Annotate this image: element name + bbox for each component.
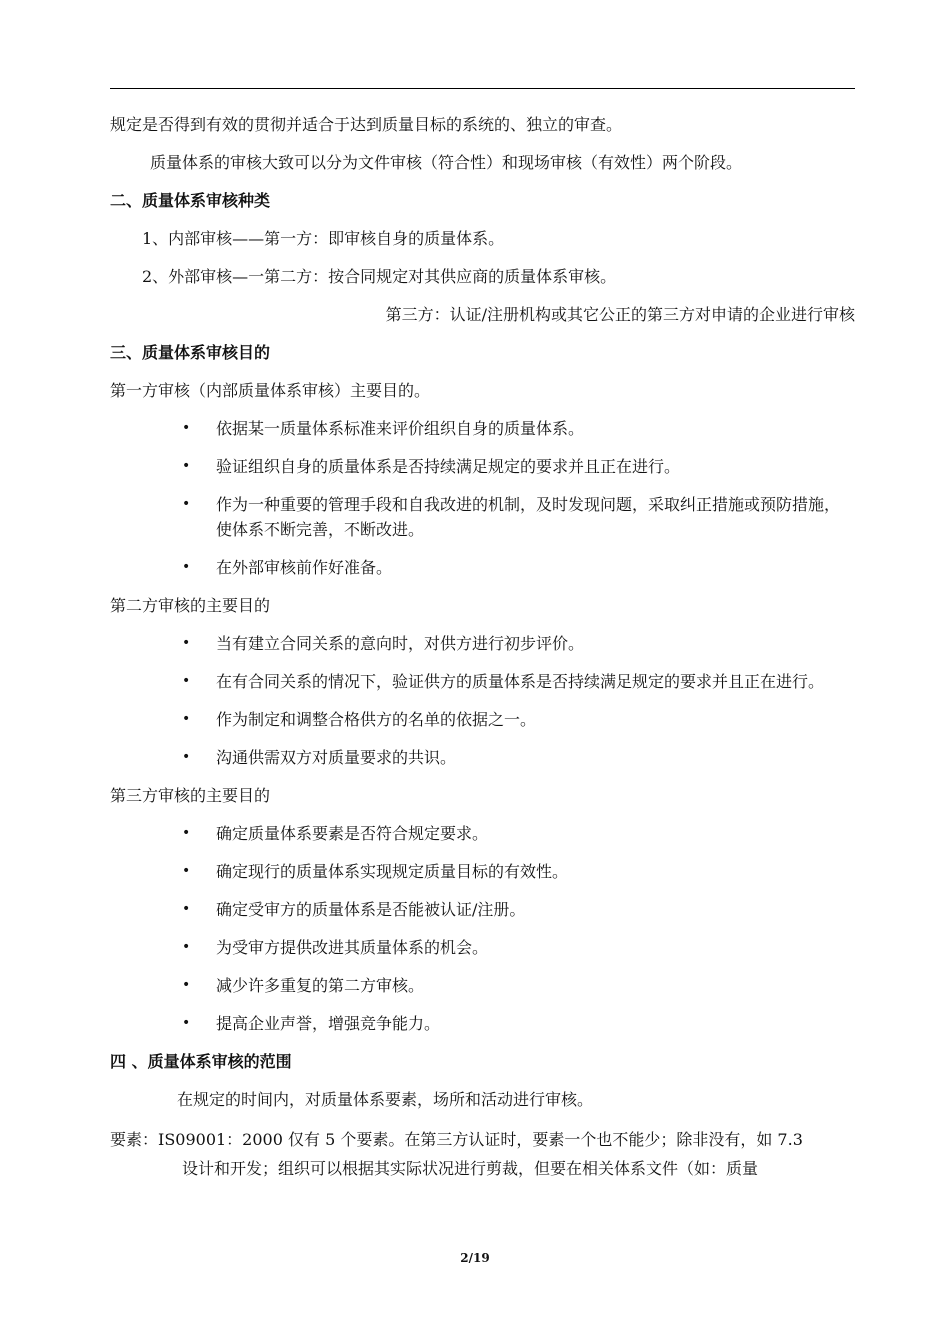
bullet-icon: • [182, 711, 191, 727]
paragraph: 在规定的时间内，对质量体系要素，场所和活动进行审核。 [177, 1090, 594, 1109]
bullet-item: • 在外部审核前作好准备。 [110, 555, 855, 580]
bullet-item: • 作为一种重要的管理手段和自我改进的机制，及时发现问题，采取纠正措施或预防措施，使体系不断完善，不断改进。 [110, 492, 855, 542]
paragraph-line: 要素：IS09001：2000 仅有 5 个要素。在第三方认证时，要素一个也不能少；除非没有，如 7.3 [110, 1130, 803, 1149]
bullet-icon: • [182, 901, 191, 917]
bullet-icon: • [182, 749, 191, 765]
subsection-title: 第一方审核（内部质量体系审核）主要目的。 [110, 381, 431, 400]
bullet-item: • 验证组织自身的质量体系是否持续满足规定的要求并且正在进行。 [110, 454, 855, 479]
list-item: 1、内部审核——第一方：即审核自身的质量体系。 [142, 229, 505, 248]
header-rule [110, 88, 855, 89]
bullet-icon: • [182, 1015, 191, 1031]
bullet-item: • 沟通供需双方对质量要求的共识。 [110, 745, 855, 770]
bullet-icon: • [182, 939, 191, 955]
bullet-icon: • [182, 863, 191, 879]
bullet-item: • 减少许多重复的第二方审核。 [110, 973, 855, 998]
bullet-item: • 为受审方提供改进其质量体系的机会。 [110, 935, 855, 960]
paragraph: 规定是否得到有效的贯彻并适合于达到质量目标的系统的、独立的审查。 [110, 115, 623, 134]
bullet-icon: • [182, 420, 191, 436]
bullet-item: • 当有建立合同关系的意向时，对供方进行初步评价。 [110, 631, 855, 656]
list-item: 2、外部审核—一第二方：按合同规定对其供应商的质量体系审核。 [142, 267, 617, 286]
bullet-item: • 作为制定和调整合格供方的名单的依据之一。 [110, 707, 855, 732]
bullet-item: • 确定质量体系要素是否符合规定要求。 [110, 821, 855, 846]
bullet-item: • 确定现行的质量体系实现规定质量目标的有效性。 [110, 859, 855, 884]
bullet-item: • 提高企业声誉，增强竞争能力。 [110, 1011, 855, 1036]
bullet-icon: • [182, 635, 191, 651]
section-heading: 四 、质量体系审核的范围 [110, 1052, 292, 1071]
bullet-icon: • [182, 458, 191, 474]
bullet-icon: • [182, 825, 191, 841]
elements-paragraph [110, 1125, 855, 1183]
section-heading: 三、质量体系审核目的 [110, 343, 271, 362]
bullet-item: • 在有合同关系的情况下，验证供方的质量体系是否持续满足规定的要求并且正在进行。 [110, 669, 855, 694]
paragraph: 质量体系的审核大致可以分为文件审核（符合性）和现场审核（有效性）两个阶段。 [150, 153, 743, 172]
list-item: 第三方：认证/注册机构或其它公正的第三方对申请的企业进行审核 [385, 305, 855, 324]
subsection-title: 第三方审核的主要目的 [110, 786, 271, 805]
section-heading: 二、质量体系审核种类 [110, 191, 271, 210]
bullet-icon: • [182, 559, 191, 575]
bullet-icon: • [182, 977, 191, 993]
paragraph-line: 设计和开发；组织可以根据其实际状况进行剪裁，但要在相关体系文件（如：质量 [182, 1159, 759, 1178]
bullet-icon: • [182, 673, 191, 689]
bullet-item: • 依据某一质量体系标准来评价组织自身的质量体系。 [110, 416, 855, 441]
page-number: 2/19 [460, 1251, 490, 1265]
subsection-title: 第二方审核的主要目的 [110, 596, 271, 615]
document-body [110, 112, 855, 1183]
bullet-item: • 确定受审方的质量体系是否能被认证/注册。 [110, 897, 855, 922]
bullet-icon: • [182, 496, 191, 512]
